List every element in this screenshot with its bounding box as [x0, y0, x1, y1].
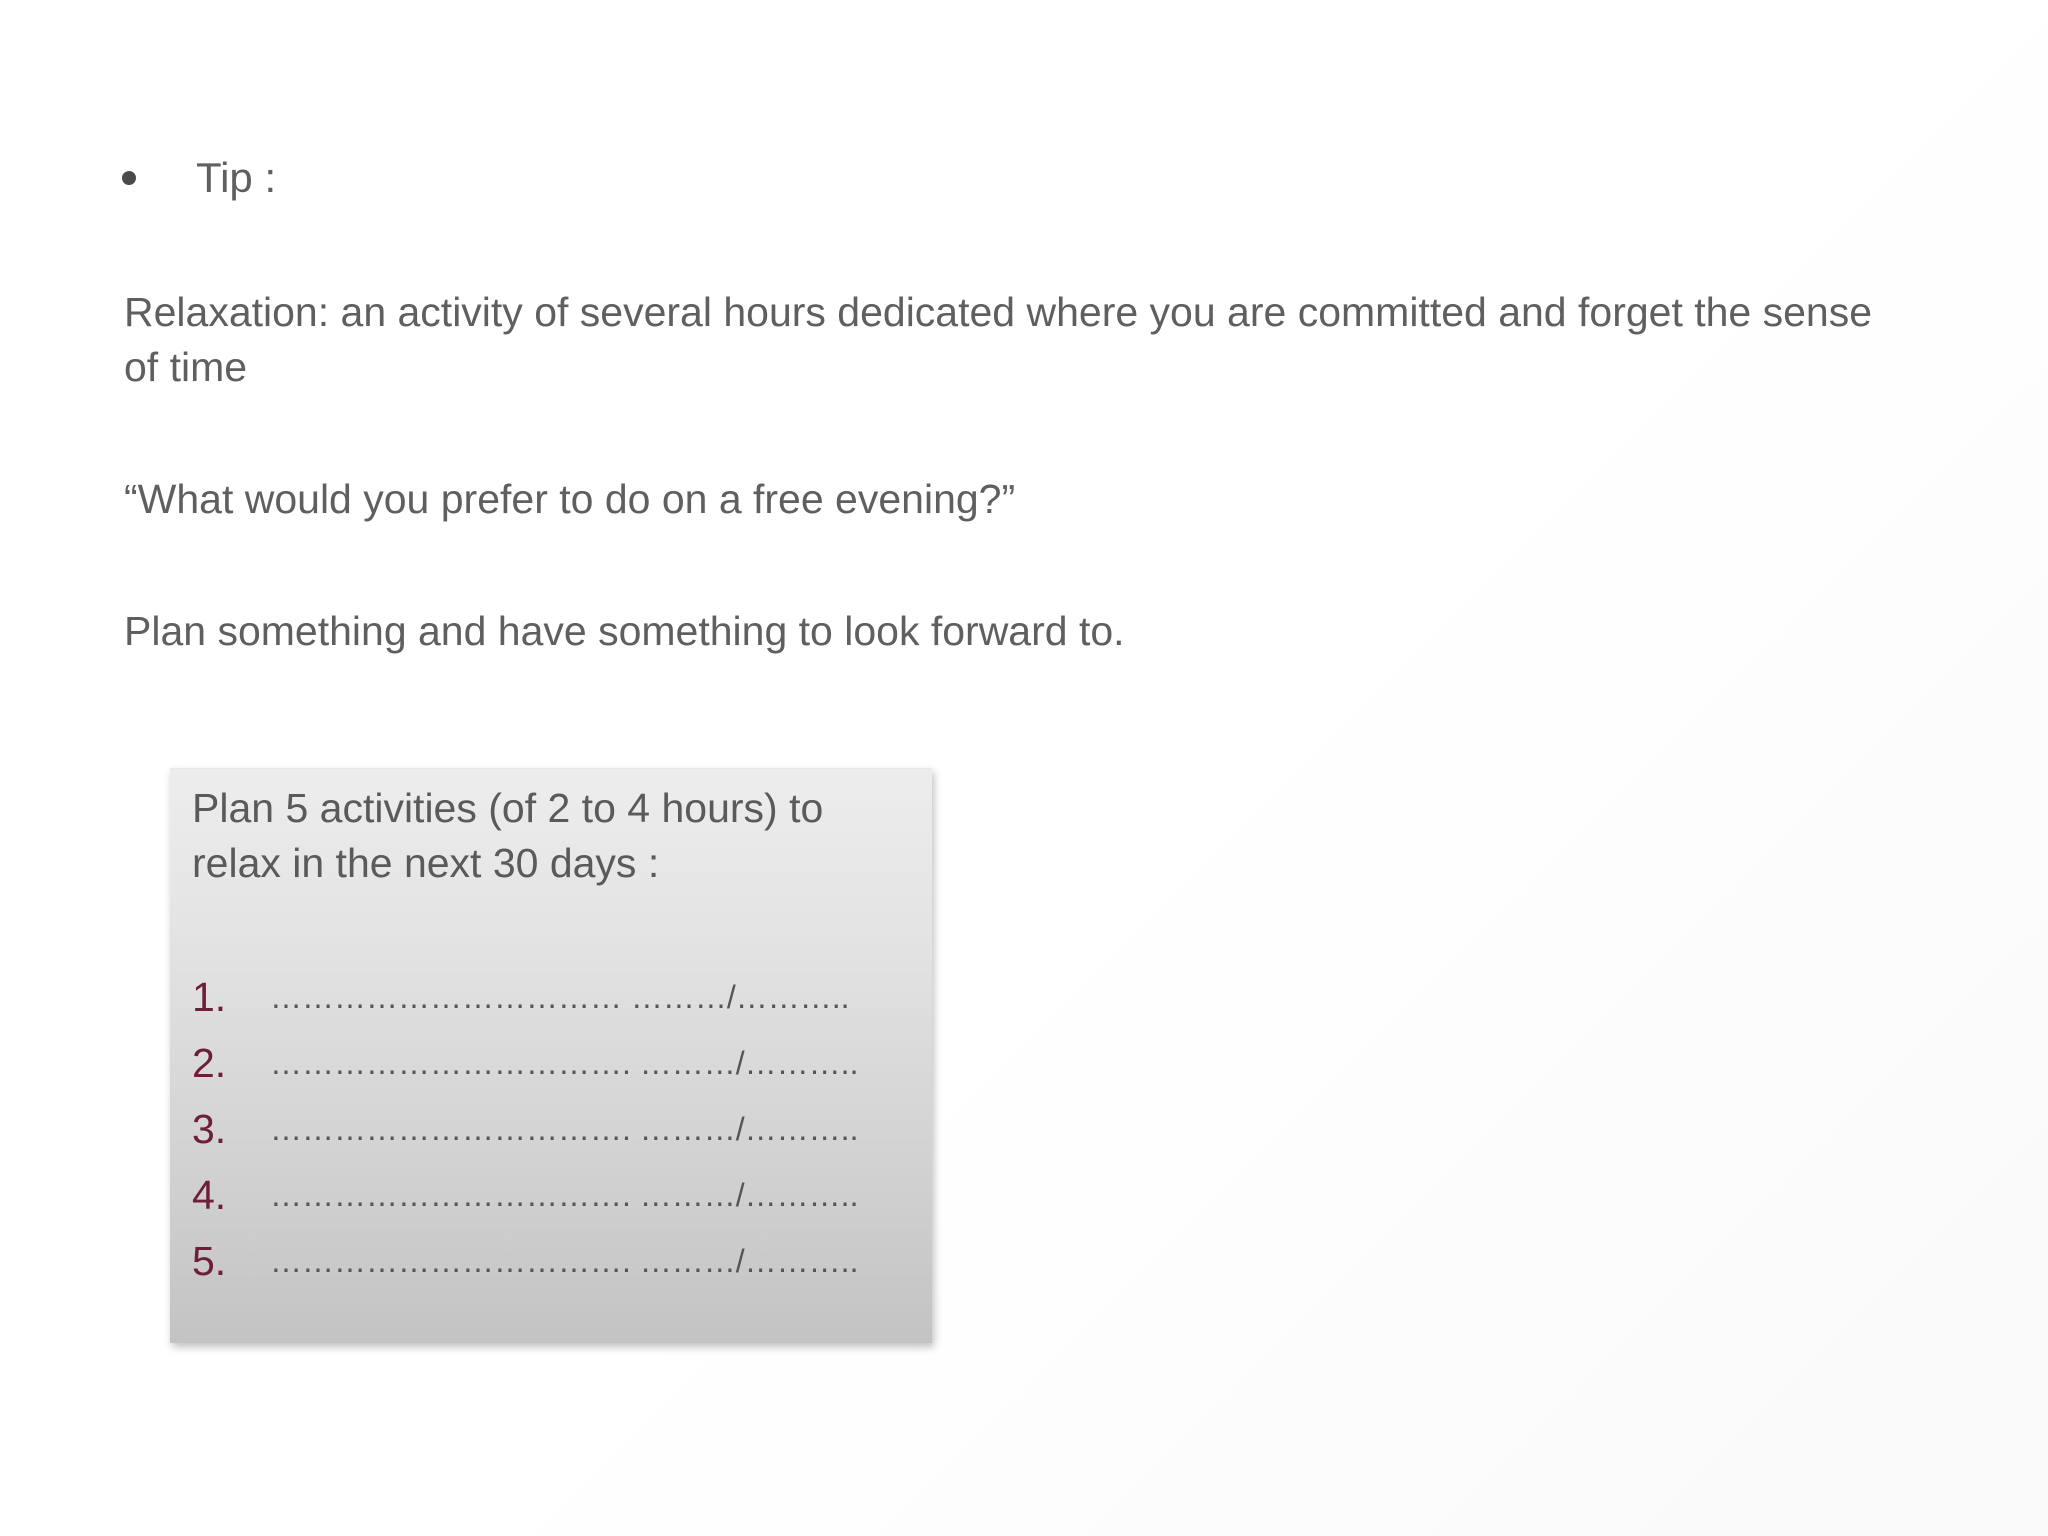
bullet-dot-icon — [122, 171, 136, 185]
plan-statement: Plan something and have something to look forward to. — [124, 608, 1125, 654]
plan-box-title-line-2: relax in the next 30 days : — [192, 840, 660, 886]
plan-item-blank[interactable]: ……………………………. ………/……….. — [270, 1110, 859, 1147]
plan-item-number: 3. — [192, 1105, 227, 1152]
plan-activity-item — [192, 1228, 858, 1294]
plan-item-number: 1. — [192, 973, 227, 1020]
free-evening-question: “What would you prefer to do on a free evening?” — [124, 476, 1016, 522]
plan-box-title — [192, 781, 892, 891]
plan-activity-item — [192, 1030, 858, 1096]
plan-activities-box — [170, 768, 932, 1343]
relaxation-definition-line-1: Relaxation: an activity of several hours dedicated where you are committed and forget the sense — [124, 289, 1873, 335]
plan-item-blank[interactable]: …………………………… ………/……….. — [270, 978, 850, 1015]
plan-item-blank[interactable]: ……………………………. ………/……….. — [270, 1044, 859, 1081]
plan-item-number: 5. — [192, 1237, 227, 1284]
tip-label: Tip : — [196, 154, 277, 201]
plan-activity-item — [192, 964, 858, 1030]
plan-item-blank[interactable]: ……………………………. ………/……….. — [270, 1242, 859, 1279]
relaxation-definition-line-2: of time — [124, 344, 248, 390]
plan-activity-list — [192, 964, 858, 1294]
plan-item-number: 2. — [192, 1039, 227, 1086]
plan-item-number: 4. — [192, 1171, 227, 1218]
plan-activity-item — [192, 1162, 858, 1228]
plan-activity-item — [192, 1096, 858, 1162]
tip-bullet — [122, 148, 276, 208]
plan-item-blank[interactable]: ……………………………. ………/……….. — [270, 1176, 859, 1213]
plan-box-title-line-1: Plan 5 activities (of 2 to 4 hours) to — [192, 785, 824, 831]
